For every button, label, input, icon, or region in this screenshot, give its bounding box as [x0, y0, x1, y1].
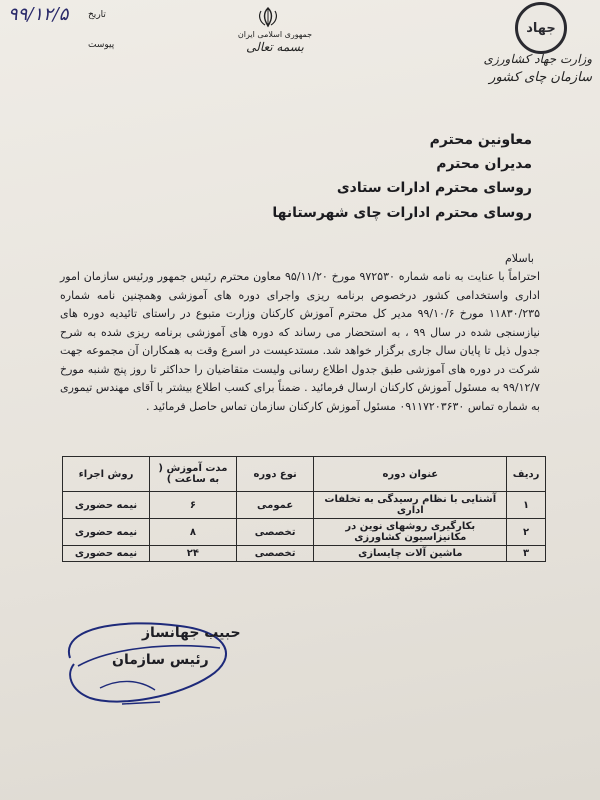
jahad-logo-text: جهاد: [526, 20, 556, 36]
table-row: [63, 546, 546, 562]
cell-row-no: ۱: [507, 492, 546, 519]
header-title: عنوان دوره: [314, 457, 507, 492]
cell-type: تخصصی: [236, 519, 314, 546]
cell-type: تخصصی: [236, 546, 314, 562]
signatory-name: حبیب جهانساز: [142, 625, 241, 641]
cell-row-no: ۲: [507, 519, 546, 546]
cell-type: عمومی: [236, 492, 314, 519]
recipient-line: روسای محترم ادارات ستادی: [336, 180, 532, 196]
header-method: روش اجراء: [63, 457, 150, 492]
header-type: نوع دوره: [236, 457, 314, 492]
recipient-line: روسای محترم ادارات چای شهرستانها: [272, 205, 532, 221]
recipient-line: معاونین محترم: [429, 132, 532, 148]
salutation: باسلام: [504, 252, 534, 265]
cell-duration: ۸: [150, 519, 237, 546]
attachment-label: پیوست: [88, 40, 115, 50]
ministry-name: وزارت جهاد کشاورزی: [483, 52, 592, 66]
table-header-row: [63, 457, 546, 492]
cell-duration: ۶: [150, 492, 237, 519]
cell-title: بکارگیری روشهای نوین در مکانیزاسیون کشاورزی: [314, 519, 507, 546]
cell-method: نیمه حضوری: [63, 546, 150, 562]
basmala: بسمه تعالی: [246, 40, 304, 54]
organization-name: سازمان چای کشور: [489, 70, 592, 85]
date-label: تاریخ: [88, 10, 106, 20]
jahad-logo: [515, 2, 567, 54]
header-row-no: ردیف: [507, 457, 546, 492]
recipient-line: مدیران محترم: [436, 156, 532, 172]
body-paragraph: احتراماً با عنایت به نامه شماره ۹۷۲۵۳۰ مورخ ۹۵/۱۱/۲۰ معاون محترم رئیس جمهور ورئیس سازمان امور اداری واستخدامی کشور درخصوص برنامه ریزی واجرای دوره های آموزشی وهمچنین نامه شماره ۱۱۸۳۰/۲۳۵ مورخ ۹۹/۱۰/۶ مدیر کل محترم آموزش کارکنان وزارت متبوع در راستای تائیدیه دوره های نیازسنجی شده در سال ۹۹ ، به استحضار می رساند که دوره های آموزشی برنامه ریزی شده به شرح جدول ذیل تا پایان سال جاری برگزار خواهد شد. مستدعیست در اسرع وقت به همکاران آن مجموعه جهت شرکت در دوره های آموزشی طبق جدول اطلاع رسانی ولیست متقاضیان را حداکثر تا روز پنج شنبه مورخ ۹۹/۱۲/۷ به مسئول آموزش کارکنان ارسال فرمائید . ضمناً برای کسب اطلاع بیشتر با آقای مهندس تیموری به شماره تماس ۰۹۱۱۷۲۰۳۶۳۰ مسئول آموزش کارکنان سازمان تماس حاصل فرمائید .: [60, 270, 541, 413]
cell-method: نیمه حضوری: [63, 519, 150, 546]
header-duration: مدت آموزش ( به ساعت ): [150, 457, 237, 492]
courses-table: [62, 456, 546, 562]
table-row: [63, 492, 546, 519]
letter-body: [60, 268, 540, 416]
cell-duration: ۲۴: [150, 546, 237, 562]
cell-title: آشنایی با نظام رسیدگی به تخلفات اداری: [314, 492, 507, 519]
country-name: جمهوری اسلامی ایران: [237, 30, 313, 39]
table-row: [63, 519, 546, 546]
cell-row-no: ۳: [507, 546, 546, 562]
cell-title: ماشین آلات چایسازی: [314, 546, 507, 562]
date-value: ۹۹/۱۲/۵: [8, 4, 69, 25]
cell-method: نیمه حضوری: [63, 492, 150, 519]
iran-emblem-icon: [253, 6, 283, 28]
signatory-title: رئیس سازمان: [112, 652, 209, 668]
